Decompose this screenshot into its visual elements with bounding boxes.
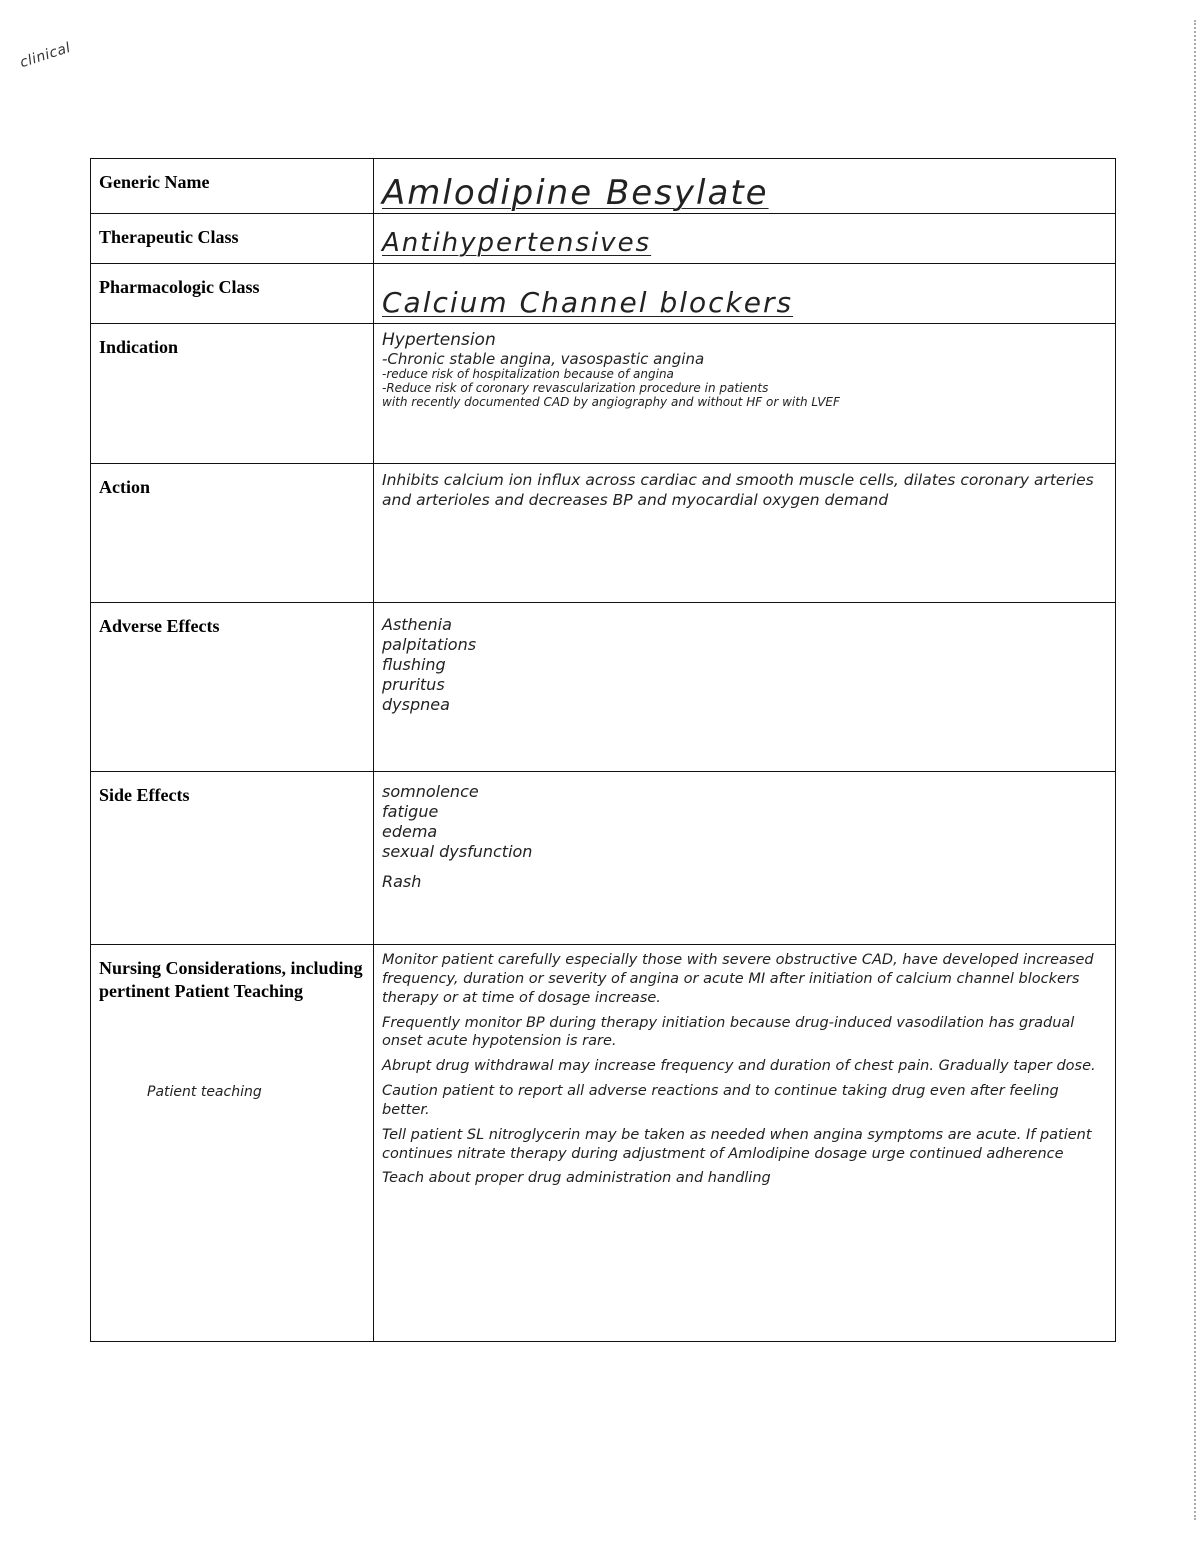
value-therapeutic-class: Antihypertensives xyxy=(382,228,652,258)
value-action: Inhibits calcium ion influx across cardiac and smooth muscle cells, dilates coronary arteries and arterioles and decreases BP and myocardial oxygen demand xyxy=(382,471,1094,510)
patient-teaching-margin-note: Patient teaching xyxy=(147,1084,262,1100)
nursing-paragraph: Abrupt drug withdrawal may increase frequency and duration of chest pain. Gradually taper dose. xyxy=(382,1058,1096,1075)
label-nursing-considerations: Nursing Considerations, including pertinent Patient Teaching xyxy=(99,958,363,1001)
corner-handwritten-note: clinical xyxy=(18,39,73,72)
label-generic-name: Generic Name xyxy=(91,159,374,214)
scan-edge-artifact xyxy=(1192,20,1196,1520)
label-nursing-cell xyxy=(91,945,374,1342)
value-therapeutic-class-cell xyxy=(374,214,1116,264)
adverse-effect-item: palpitations xyxy=(382,635,477,654)
value-side-effects-cell xyxy=(374,772,1116,945)
side-effect-item: Rash xyxy=(382,872,422,891)
value-nursing-cell xyxy=(374,945,1116,1342)
value-adverse-effects-cell xyxy=(374,603,1116,772)
label-pharmacologic-class: Pharmacologic Class xyxy=(91,264,374,324)
label-indication: Indication xyxy=(91,324,374,464)
row-nursing-considerations xyxy=(91,945,1116,1342)
adverse-effect-item: pruritus xyxy=(382,675,445,694)
value-generic-name: Amlodipine Besylate xyxy=(382,173,769,213)
label-side-effects: Side Effects xyxy=(91,772,374,945)
drug-card-table xyxy=(90,158,1116,1342)
indication-line: with recently documented CAD by angiography and without HF or with LVEF xyxy=(382,394,840,409)
value-generic-name-cell xyxy=(374,159,1116,214)
row-pharmacologic-class xyxy=(91,264,1116,324)
nursing-paragraph: Frequently monitor BP during therapy initiation because drug-induced vasodilation has gradual onset acute hypotension is rare. xyxy=(382,1014,1075,1050)
row-side-effects xyxy=(91,772,1116,945)
value-indication-cell xyxy=(374,324,1116,464)
label-adverse-effects: Adverse Effects xyxy=(91,603,374,772)
indication-line: -Reduce risk of coronary revascularization procedure in patients xyxy=(382,381,769,396)
adverse-effect-item: flushing xyxy=(382,655,446,674)
indication-line: -reduce risk of hospitalization because of angina xyxy=(382,367,674,382)
value-action-cell xyxy=(374,464,1116,603)
label-therapeutic-class: Therapeutic Class xyxy=(91,214,374,264)
value-pharmacologic-class-cell xyxy=(374,264,1116,324)
row-indication xyxy=(91,324,1116,464)
label-action: Action xyxy=(91,464,374,603)
side-effect-item: edema xyxy=(382,822,438,841)
row-generic-name xyxy=(91,159,1116,214)
side-effects-list xyxy=(382,778,1105,892)
indication-line: -Chronic stable angina, vasospastic angina xyxy=(382,350,705,369)
adverse-effect-item: Asthenia xyxy=(382,615,452,634)
side-effect-item: fatigue xyxy=(382,802,439,821)
row-therapeutic-class xyxy=(91,214,1116,264)
nursing-paragraph: Tell patient SL nitroglycerin may be taken as needed when angina symptoms are acute. If patient continues nitrate therapy during adjustment of Amlodipine dosage urge continued adherence xyxy=(382,1126,1092,1162)
side-effect-item: somnolence xyxy=(382,782,479,801)
row-action xyxy=(91,464,1116,603)
adverse-effect-item: dyspnea xyxy=(382,695,450,714)
value-pharmacologic-class: Calcium Channel blockers xyxy=(382,286,794,319)
nursing-paragraph: Monitor patient carefully especially those with severe obstructive CAD, have developed increased frequency, duration or severity of angina or acute MI after initiation of calcium channel blockers therapy or at time of dosage increase. xyxy=(382,952,1094,1006)
row-adverse-effects xyxy=(91,603,1116,772)
indication-line: Hypertension xyxy=(382,330,496,350)
side-effect-item: sexual dysfunction xyxy=(382,842,533,861)
nursing-paragraph: Teach about proper drug administration and handling xyxy=(382,1170,771,1187)
adverse-effects-list xyxy=(382,609,1105,715)
nursing-paragraph: Caution patient to report all adverse reactions and to continue taking drug even after feeling better. xyxy=(382,1083,1059,1118)
